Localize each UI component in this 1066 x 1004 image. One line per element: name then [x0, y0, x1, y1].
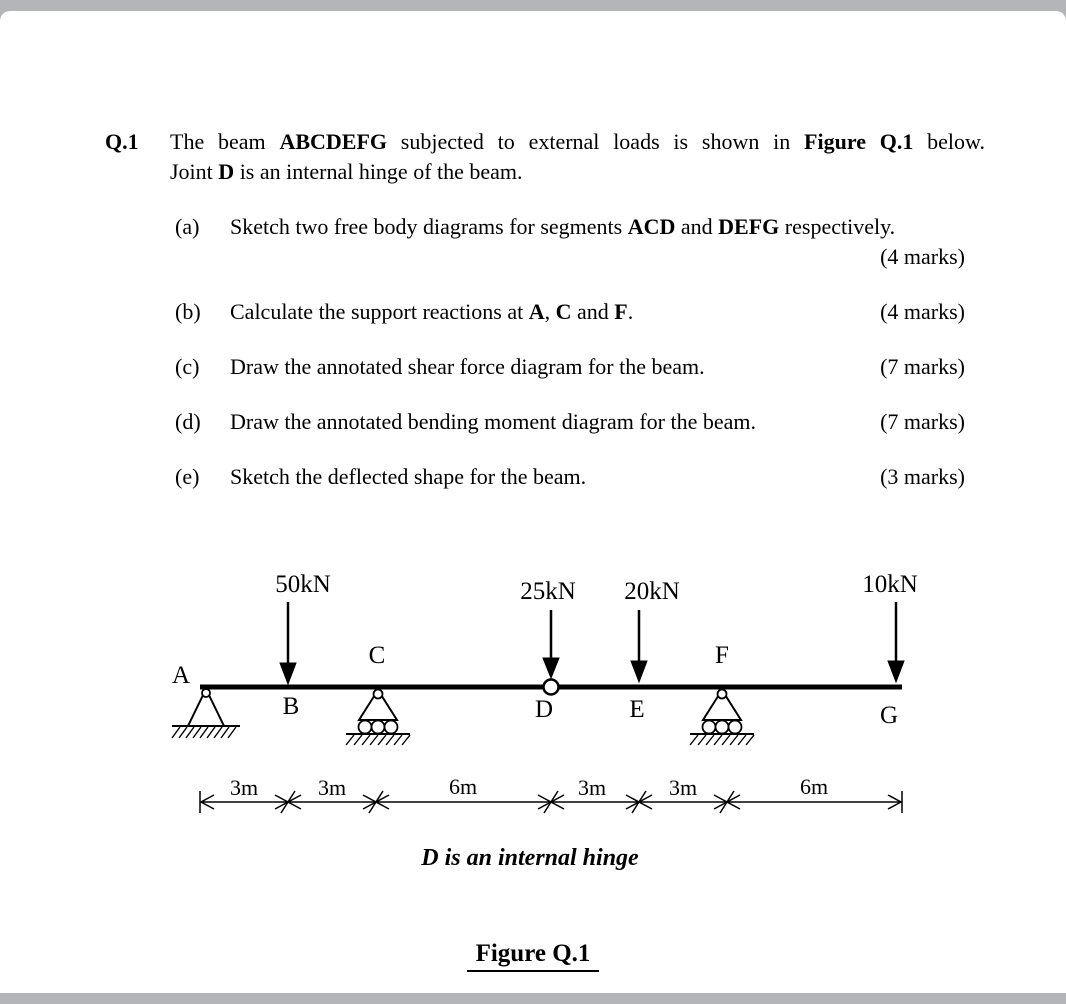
dim-label-3: 6m — [448, 774, 478, 799]
load-label-50kN: 50kN — [275, 571, 331, 598]
dim-label-2: 3m — [317, 775, 347, 800]
question-block — [105, 127, 985, 517]
intro-bold: ABCDEFG — [279, 129, 387, 154]
question-intro — [170, 127, 985, 187]
load-arrow-20kN — [631, 610, 647, 682]
item-label: (d) — [175, 409, 201, 434]
intro-line-2 — [170, 157, 985, 187]
item-text: Calculate the support reactions at A, C and F. — [230, 299, 634, 324]
intro-text: below. — [913, 129, 986, 154]
item-text: Sketch the deflected shape for the beam. — [230, 464, 587, 489]
intro-text: subjected to external loads is shown in — [387, 129, 805, 154]
load-arrow-50kN — [280, 602, 296, 684]
intro-line-1 — [170, 127, 985, 157]
item-marks: (4 marks) — [880, 299, 965, 324]
item-label: (b) — [175, 299, 201, 324]
point-label-D: D — [534, 696, 554, 723]
intro-text: The beam — [170, 129, 280, 154]
item-text: Draw the annotated shear force diagram for the beam. — [230, 354, 705, 379]
item-marks: (4 marks) — [880, 244, 965, 269]
question-item-e — [175, 462, 965, 492]
question-item-a — [175, 212, 965, 272]
item-label: (e) — [175, 464, 200, 489]
intro-bold: Figure Q.1 — [804, 129, 914, 154]
load-arrow-25kN — [543, 610, 559, 678]
load-label-10kN: 10kN — [862, 571, 918, 598]
roller-support-C — [346, 690, 410, 746]
point-label-G: G — [879, 702, 899, 729]
point-label-C: C — [368, 642, 386, 669]
question-number: Q.1 — [105, 129, 139, 154]
item-text: Sketch two free body diagrams for segments ACD and DEFG respectively. — [230, 214, 896, 239]
intro-text: is an internal hinge of the beam. — [234, 159, 523, 184]
item-marks: (7 marks) — [880, 354, 965, 379]
point-label-A: A — [171, 662, 191, 689]
dimension-line — [200, 791, 902, 813]
dim-label-1: 3m — [229, 775, 259, 800]
figure-caption: D is an internal hinge — [421, 845, 639, 871]
item-marks: (3 marks) — [880, 464, 965, 489]
beam-figure — [0, 551, 1066, 1004]
roller-support-F — [690, 690, 754, 746]
intro-text: Joint — [170, 159, 219, 184]
point-label-B: B — [282, 693, 300, 720]
internal-hinge-D — [544, 680, 559, 695]
question-item-d — [175, 407, 965, 437]
item-label: (a) — [175, 214, 200, 239]
question-item-c — [175, 352, 965, 382]
item-label: (c) — [175, 354, 200, 379]
load-arrow-10kN — [888, 602, 904, 682]
figure-title: Figure Q.1 — [475, 940, 591, 967]
item-text: Draw the annotated bending moment diagram for the beam. — [230, 409, 756, 434]
document-page — [0, 11, 1066, 993]
dim-label-5: 3m — [668, 775, 698, 800]
load-label-20kN: 20kN — [624, 578, 680, 605]
point-label-F: F — [715, 642, 729, 669]
point-label-E: E — [629, 696, 645, 723]
pin-support-A — [172, 689, 240, 738]
dim-label-6: 6m — [799, 774, 829, 799]
question-item-b — [175, 297, 965, 327]
intro-bold: D — [218, 159, 235, 184]
load-label-25kN: 25kN — [520, 578, 576, 605]
item-marks: (7 marks) — [880, 409, 965, 434]
question-items — [175, 212, 965, 492]
question-header — [105, 127, 985, 187]
dim-label-4: 3m — [577, 775, 607, 800]
